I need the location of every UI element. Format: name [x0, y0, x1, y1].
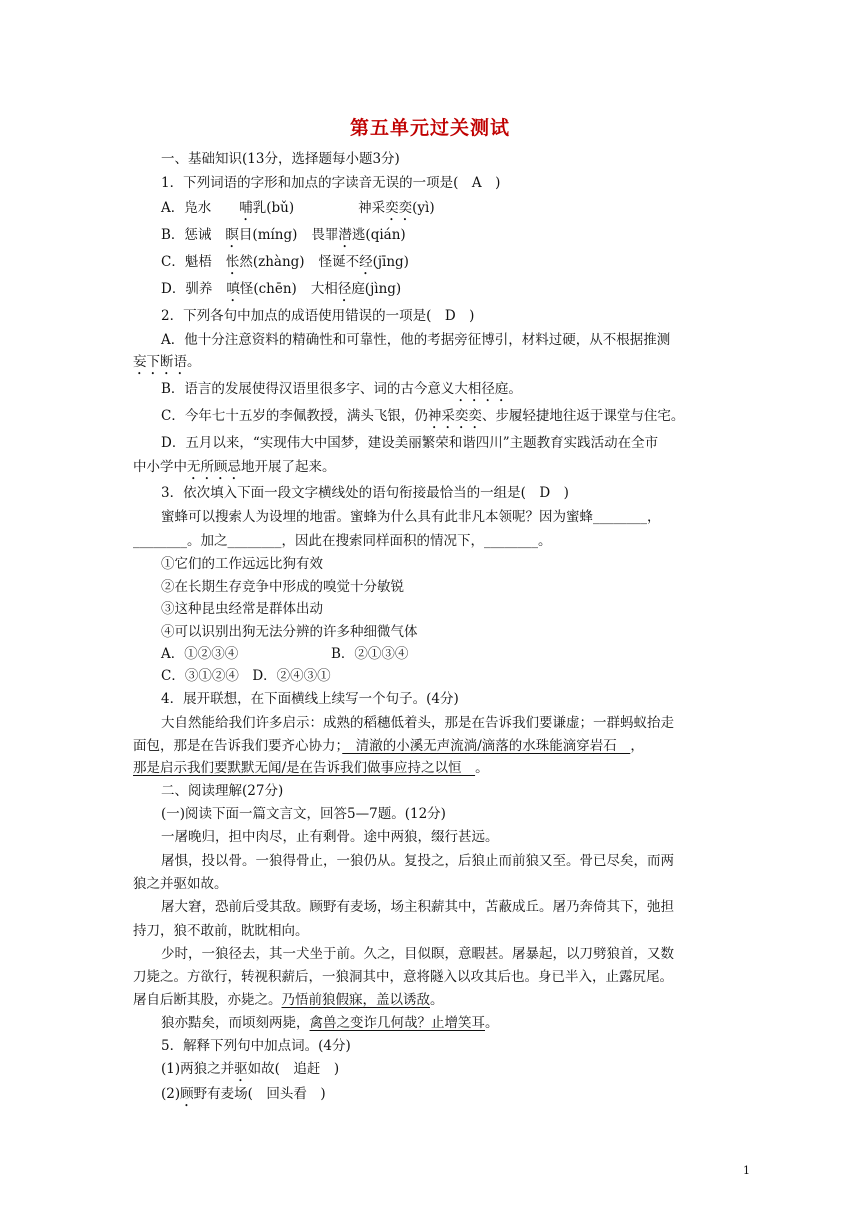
- reading-paragraph-4-line3: 屠自后断其股，亦毙之。乃悟前狼假寐，盖以诱敌。: [133, 992, 444, 1008]
- reading-intro: (一)阅读下面一篇文言文，回答5—7题。(12分): [161, 806, 446, 822]
- option-letter: A．: [161, 200, 185, 216]
- question-3-sentence-3: ③这种昆虫经常是群体出动: [161, 601, 323, 617]
- option-pinyin: (yì): [412, 200, 435, 216]
- dotted-char: 潜: [338, 227, 352, 243]
- question-2-option-d-line2: 中小学中无所顾忌地开展了起来。: [133, 459, 336, 475]
- question-3-stem: 3．依次填入下面一段文字横线处的语句衔接最恰当的一组是( D ): [161, 485, 569, 501]
- dotted-char: 瞑: [225, 227, 239, 243]
- question-3-sentence-2: ②在长期生存竞争中形成的嗅觉十分敏锐: [161, 579, 404, 595]
- question-3-options-cd: C．③①②④ D．②④③①: [161, 668, 331, 684]
- question-4-passage-line3: 那是启示我们要默默无闻/是在告诉我们做事应持之以恒 。: [133, 760, 489, 776]
- question-1-stem: 1．下列词语的字形和加点的字读音无误的一项是( A ): [161, 175, 501, 191]
- question-1-option-a: [161, 199, 435, 224]
- question-5-stem: 5．解释下列句中加点词。(4分): [161, 1038, 351, 1054]
- question-1-option-b: B．惩诫 瞑目(míng) 畏罪潜逃(qián): [161, 227, 406, 243]
- question-4-stem: 4．展开联想，在下面横线上续写一个句子。(4分): [161, 691, 459, 707]
- dotted-idiom: 神采奕奕: [427, 408, 482, 424]
- page-title: 第五单元过关测试: [349, 117, 510, 139]
- section-heading-reading: 二、阅读理解(27分): [161, 783, 284, 799]
- question-3-sentence-1: ①它们的工作远远比狗有效: [161, 556, 323, 572]
- dotted-idiom: 妄下断语: [133, 354, 187, 370]
- dotted-char: 驱: [234, 1061, 248, 1077]
- reading-paragraph-2-line2: 狼之并驱如故。: [133, 876, 228, 892]
- option-word: 凫水: [184, 200, 212, 216]
- section-heading-basics: 一、基础知识(13分，选择题每小题3分): [161, 151, 400, 167]
- dotted-char: 径: [337, 281, 352, 297]
- dotted-char: 奕奕: [385, 200, 413, 216]
- reading-paragraph-4-line2: 刀毙之。方欲行，转视积薪后，一狼洞其中，意将隧入以攻其后也。身已半入，止露尻尾。: [133, 969, 673, 985]
- reading-paragraph-3-line2: 持刀，狼不敢前，眈眈相向。: [133, 923, 309, 939]
- reading-paragraph-4-line1: 少时，一狼径去，其一犬坐于前。久之，目似瞑，意暇甚。屠暴起，以刀劈狼首，又数: [161, 946, 674, 962]
- question-2-stem: 2．下列各句中加点的成语使用错误的一项是( D ): [161, 308, 475, 324]
- reading-paragraph-2-line1: 屠惧，投以骨。一狼得骨止，一狼仍从。复投之，后狼止而前狼又至。骨已尽矣，而两: [161, 853, 674, 869]
- question-5-item-2: (2)顾野有麦场( 回头看 ): [161, 1086, 326, 1102]
- option-word: 乳(bǔ): [252, 200, 295, 216]
- question-3-option-b: B．②①③④: [331, 646, 409, 662]
- question-1-option-c: C．魁梧 怅然(zhàng) 怪诞不经(jīng): [161, 254, 409, 270]
- dotted-char: 经: [359, 254, 373, 270]
- question-5-item-1: (1)两狼之并驱如故( 追赶 ): [161, 1061, 340, 1077]
- dotted-char: 嗔: [226, 281, 240, 297]
- underlined-sentence: 乃悟前狼假寐，盖以诱敌: [281, 992, 430, 1008]
- question-2-option-d-line1: D．五月以来，“实现伟大中国梦，建设美丽繁荣和谐四川”主题教育实践活动在全市: [161, 435, 659, 451]
- answer-blank-2: 那是启示我们要默默无闻/是在告诉我们做事应持之以恒: [133, 760, 476, 776]
- dotted-idiom: 大相径庭: [454, 381, 509, 397]
- question-3-sentence-4: ④可以识别出狗无法分辨的许多种细微气体: [161, 624, 418, 640]
- question-4-passage-line1: 大自然能给我们许多启示：成熟的稻穗低着头，那是在告诉我们要谦虚；一群蚂蚁抬走: [161, 715, 674, 731]
- answer-blank-1: 清澈的小溪无声流淌/滴落的水珠能滴穿岩石: [342, 738, 631, 754]
- option-word: 神采: [358, 200, 386, 216]
- dotted-char: 顾: [180, 1086, 194, 1102]
- reading-paragraph-1: 一屠晚归，担中肉尽，止有剩骨。途中两狼，缀行甚远。: [161, 829, 499, 845]
- underlined-sentence: 禽兽之变诈几何哉？止增笑耳: [309, 1015, 485, 1031]
- dotted-char: 哺: [239, 200, 253, 216]
- question-4-passage-line2: 面包，那是在告诉我们要齐心协力； 清澈的小溪无声流淌/滴落的水珠能滴穿岩石 ，: [133, 738, 644, 754]
- question-3-passage-line1: 蜜蜂可以搜索人为设埋的地雷。蜜蜂为什么具有此非凡本领呢？因为蜜蜂________，: [161, 509, 661, 525]
- question-2-option-b: B．语言的发展使得汉语里很多字、词的古今意义大相径庭。: [161, 381, 522, 397]
- question-1-option-d: D．驯养 嗔怪(chēn) 大相径庭(jìng): [161, 281, 402, 297]
- question-2-option-c: C．今年七十五岁的李佩教授，满头飞银，仍神采奕奕、步履轻捷地往返于课堂与住宅。: [161, 408, 685, 424]
- dotted-char: 怅: [225, 254, 240, 270]
- question-2-option-a-line1: A．他十分注意资料的精确性和可靠性，他的考据旁征博引，材料过硬，从不根据推测: [161, 332, 671, 348]
- page-number: 1: [743, 1164, 750, 1177]
- question-3-option-a: A．①②③④: [161, 646, 239, 662]
- dotted-idiom: 无所顾忌: [187, 459, 241, 475]
- question-3-passage-line2: ________。加之________，因此在搜索同样面积的情况下，________。: [133, 533, 552, 549]
- reading-paragraph-3-line1: 屠大窘，恐前后受其敌。顾野有麦场，场主积薪其中，苫蔽成丘。屠乃奔倚其下，弛担: [161, 899, 674, 915]
- question-2-option-a-line2: 妄下断语。: [133, 354, 201, 370]
- reading-paragraph-5: 狼亦黠矣，而顷刻两毙，禽兽之变诈几何哉？止增笑耳。: [161, 1015, 499, 1031]
